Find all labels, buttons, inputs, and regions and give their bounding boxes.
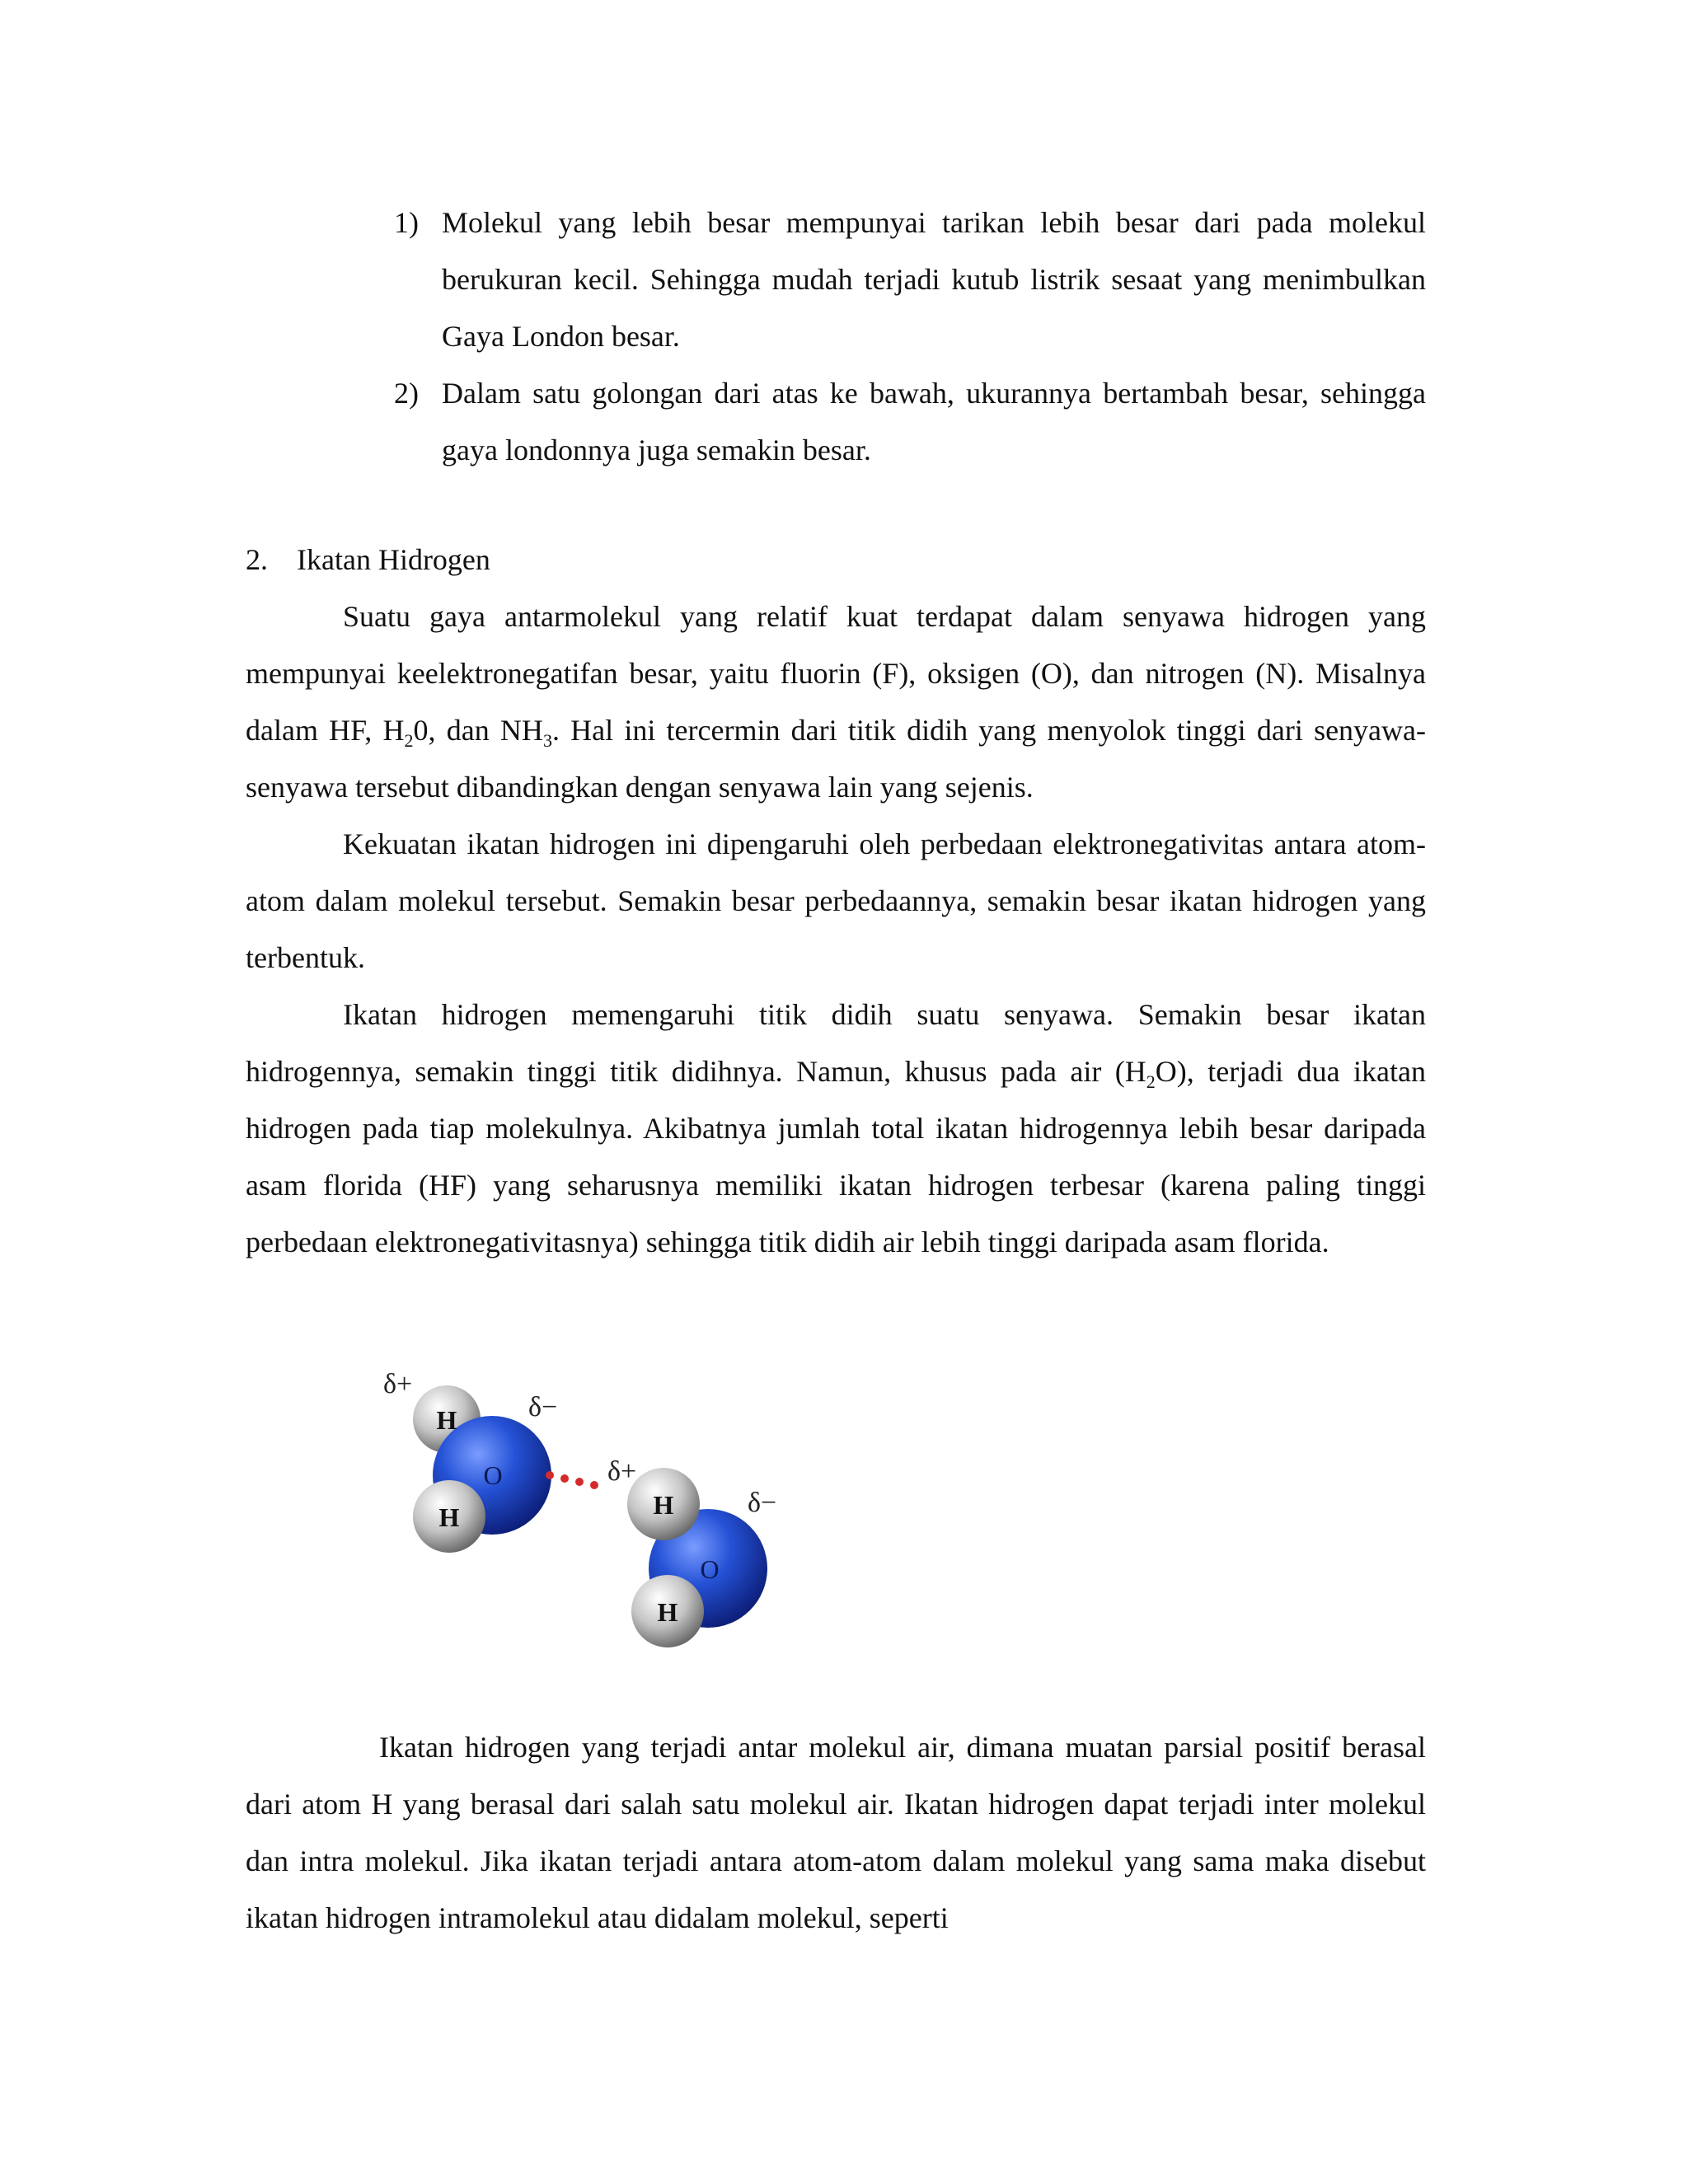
partial-negative-label: δ− [528, 1392, 558, 1422]
bond-dot [590, 1481, 598, 1489]
atom-label-o: O [700, 1554, 720, 1584]
atom-label-h: H [657, 1597, 678, 1627]
paragraph-text: 0, dan NH [413, 714, 543, 747]
list-item-number: 2) [394, 377, 419, 410]
list-item-text: Molekul yang lebih besar mempunyai tarikan lebih besar dari pada molekul berukuran kecil. Sehingga mudah terjadi kutub listrik sesaat yang menimbulkan Gaya London besar. [442, 206, 1426, 353]
paragraph [246, 987, 1426, 1271]
paragraph-text: Suatu gaya antarmolekul yang relatif kuat terdapat dalam senyawa hidrogen yang mempunyai keelektronegatifan besar, yaitu fluorin (F), oksigen (O), dan nitrogen (N). Misalnya dalam HF, H [246, 600, 1426, 747]
atom-label-h: H [436, 1405, 457, 1435]
bond-dot [575, 1478, 584, 1486]
partial-positive-label: δ+ [383, 1369, 413, 1399]
subscript: 2 [404, 730, 414, 752]
paragraph: Kekuatan ikatan hidrogen ini dipengaruhi oleh perbedaan elektronegativitas antara atom-atom dalam molekul tersebut. Semakin besar perbedaannya, semakin besar ikatan hidrogen yang terbentuk. [246, 827, 1426, 974]
list-item-number: 1) [394, 206, 419, 239]
bond-dot [546, 1471, 554, 1479]
hydrogen-bond-figure [375, 1360, 820, 1673]
atom-label-h: H [653, 1490, 674, 1520]
bond-dot [560, 1474, 569, 1483]
body-text [246, 588, 1426, 1271]
list-item [387, 194, 1426, 365]
subscript: 2 [1146, 1071, 1156, 1093]
list-item-text: Dalam satu golongan dari atas ke bawah, ukurannya bertambah besar, sehingga gaya londonnya juga semakin besar. [442, 377, 1426, 466]
paragraph [246, 588, 1426, 816]
paragraph-text: O), terjadi dua ikatan hidrogen pada tiap molekulnya. Akibatnya jumlah total ikatan hidrogennya lebih besar daripada asam florida (HF) yang seharusnya memiliki ikatan hidrogen terbesar (karena paling tinggi perbedaan elektronegativitasnya) sehingga titik didih air lebih tinggi daripada asam florida. [246, 1055, 1426, 1258]
section-number: 2. [246, 543, 268, 576]
hydrogen-bond-dots [546, 1471, 598, 1489]
paragraph-text: Ikatan hidrogen memengaruhi titik didih suatu senyawa. Semakin besar ikatan hidrogennya, semakin tinggi titik didihnya. Namun, khusus pada air (H [246, 998, 1426, 1088]
paragraph-text: . Hal ini tercermin dari titik didih yang menyolok tinggi dari senyawa-senyawa tersebut dibandingkan dengan senyawa lain yang sejenis. [246, 714, 1427, 804]
atom-label-o: O [483, 1460, 503, 1490]
partial-negative-label: δ− [748, 1488, 777, 1518]
paragraph: Ikatan hidrogen yang terjadi antar molekul air, dimana muatan parsial positif berasal dari atom H yang berasal dari salah satu molekul air. Ikatan hidrogen dapat terjadi inter molekul dan intra molekul. Jika ikatan terjadi antara atom-atom dalam molekul yang sama maka disebut ikatan hidrogen intramolekul atau didalam molekul, seperti [246, 1731, 1426, 1934]
section-title: Ikatan Hidrogen [297, 543, 490, 576]
body-text-continued [246, 1719, 1426, 1947]
numbered-list [387, 194, 1426, 479]
atom-label-h: H [438, 1502, 460, 1532]
partial-positive-label: δ+ [607, 1456, 637, 1487]
subscript: 3 [542, 730, 552, 752]
list-item [387, 365, 1426, 479]
section-heading [246, 532, 490, 588]
